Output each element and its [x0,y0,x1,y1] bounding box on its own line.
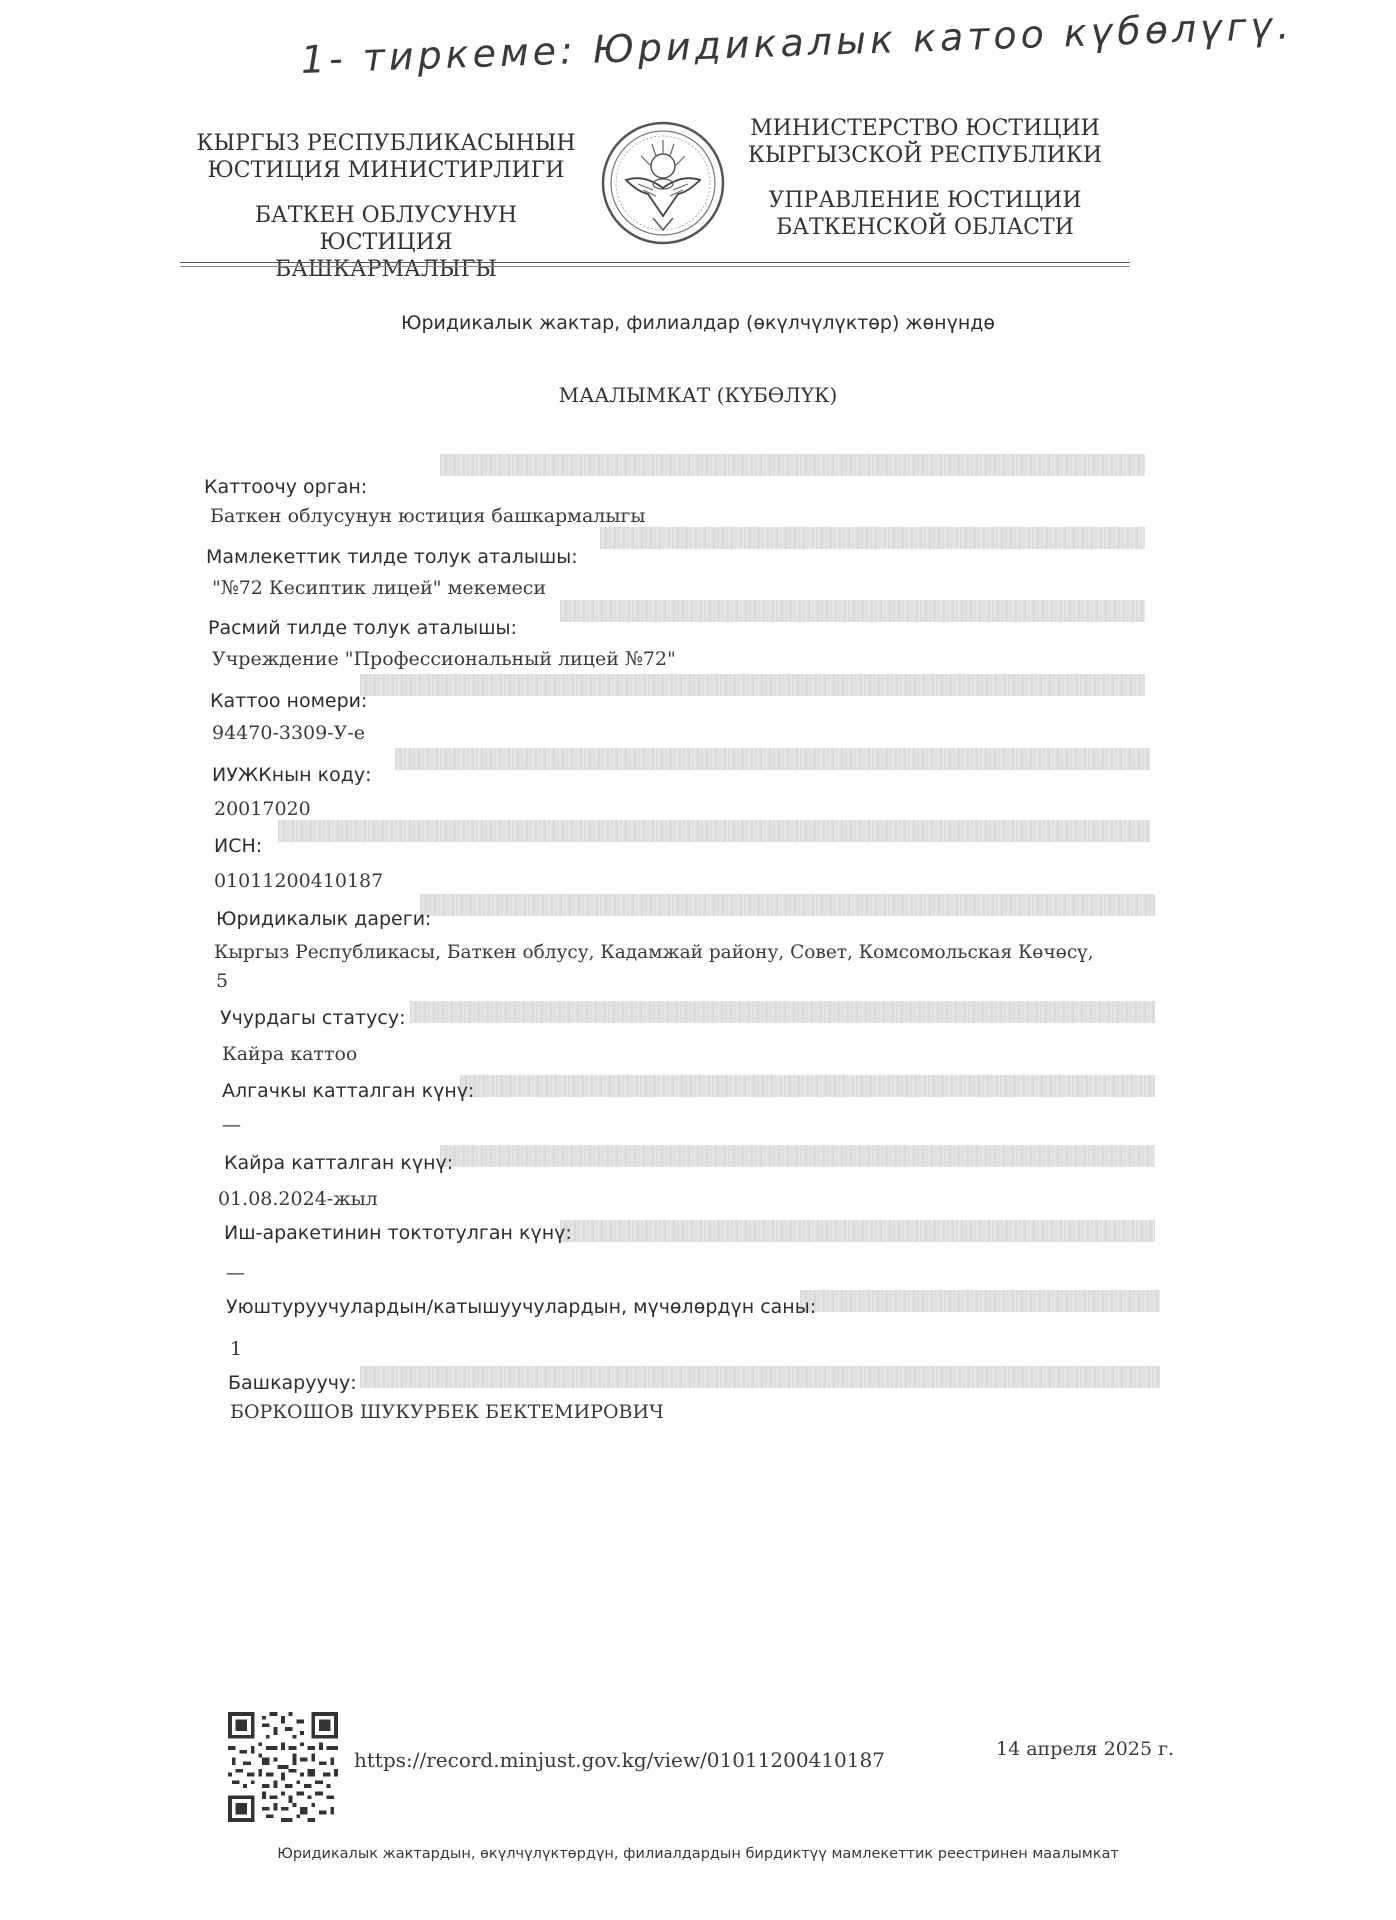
field-value: Учреждение "Профессиональный лицей №72" [212,648,676,670]
handwritten-note: 1- тиркеме: Юридикалык катоо күбөлүгү. [300,3,1294,82]
field-value: — [222,1114,241,1136]
field-value-continued: 5 [216,970,229,992]
header-divider [180,262,1130,263]
header-right-line: УПРАВЛЕНИЕ ЮСТИЦИИ [768,188,1082,213]
record-url-link[interactable]: https://record.minjust.gov.kg/view/01011200410187 [354,1748,885,1772]
document-subtitle: Юридикалык жактар, филиалдар (өкүлчүлүктөр) жөнүндө [400,312,996,334]
field-label: Мамлекеттик тилде толук аталышы: [206,546,578,568]
field-label: ИУЖКнын коду: [212,764,372,786]
field-label: Учурдагы статусу: [220,1007,406,1029]
field-value: — [226,1262,245,1284]
header-divider-thin [180,266,1130,267]
field-value: Баткен облусунун юстиция башкармалыгы [210,505,646,527]
header-right-line: МИНИСТЕРСТВО ЮСТИЦИИ [750,116,1100,141]
field-label: Каттоо номери: [210,690,368,712]
field-value: Кайра каттоо [222,1043,358,1065]
header-right-line: БАТКЕНСКОЙ ОБЛАСТИ [776,215,1074,240]
field-value: 01011200410187 [214,870,384,892]
field-label: ИСН: [214,835,263,857]
field-value: "№72 Кесиптик лицей" мекемеси [212,577,547,599]
registry-footer-note: Юридикалык жактардын, өкүлчүлүктөрдүн, филиалдардын бирдиктүү мамлекеттик реестринен маалымкат [277,1846,1119,1862]
field-label: Башкаруучу: [228,1372,357,1394]
header-left-line: КЫРГЫЗ РЕСПУБЛИКАСЫНЫН [196,131,576,156]
header-right-line: КЫРГЫЗСКОЙ РЕСПУБЛИКИ [747,143,1103,168]
field-label: Алгачкы катталган күнү: [222,1080,475,1102]
document-title: МААЛЫМКАТ (КҮБӨЛҮК) [558,383,838,407]
field-label: Кайра катталган күнү: [224,1152,454,1174]
header-left-line: БАШКАРМАЛЫГЫ [275,257,497,282]
field-label: Иш-аракетинин токтотулган күнү: [224,1222,572,1244]
qr-code-icon[interactable] [228,1712,338,1822]
field-value: БОРКОШОВ ШУКУРБЕК БЕКТЕМИРОВИЧ [230,1401,664,1423]
field-label: Юридикалык дареги: [216,908,432,930]
field-value: Кыргыз Республикасы, Баткен облусу, Кадамжай району, Совет, Комсомольская Көчөсү, [214,942,1094,963]
field-value: 01.08.2024-жыл [218,1188,378,1210]
header-right [745,115,1105,241]
issue-date: 14 апреля 2025 г. [996,1738,1175,1760]
field-value: 20017020 [214,798,311,820]
field-value: 1 [230,1338,243,1360]
field-value: 94470-3309-У-е [212,722,366,744]
field-label: Расмий тилде толук аталышы: [208,617,517,639]
state-emblem-icon [598,118,728,248]
field-label: Уюштуруучулардын/катышуучулардын, мүчөлөрдүн саны: [226,1296,817,1318]
header-left-line: ЮСТИЦИЯ МИНИСТИРЛИГИ [207,158,565,183]
field-label: Каттоочу орган: [204,476,368,498]
header-left-line: БАТКЕН ОБЛУСУНУН ЮСТИЦИЯ [254,203,518,255]
header-left [186,130,586,283]
